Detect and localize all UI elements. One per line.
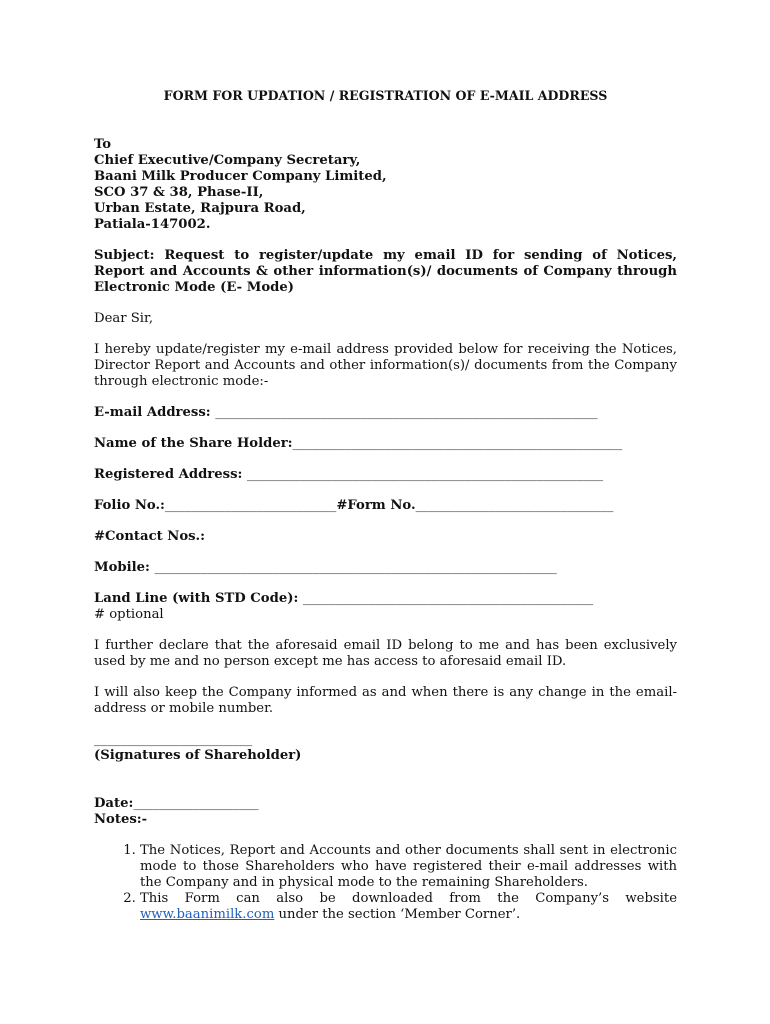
optional-note: # optional bbox=[94, 607, 164, 622]
address-line-1: Chief Executive/Company Secretary, bbox=[94, 153, 361, 168]
form-number-blank[interactable]: ______________________________ bbox=[415, 498, 614, 513]
declaration-paragraph-1: I further declare that the aforesaid email ID belong to me and has been exclusively used by me and no person except me has access to aforesaid email ID. bbox=[94, 638, 677, 669]
email-label: E-mail Address: bbox=[94, 405, 216, 420]
note-item-2-text: This Form can also be downloaded from the Company’s website bbox=[140, 891, 677, 906]
shareholder-name-field[interactable] bbox=[94, 436, 677, 452]
notes-label: Notes:- bbox=[94, 812, 148, 827]
declaration-paragraph-2: I will also keep the Company informed as and when there is any change in the email-address or mobile number. bbox=[94, 685, 677, 716]
folio-label: Folio No.: bbox=[94, 498, 165, 513]
note-item-1: 1. The Notices, Report and Accounts and other documents shall sent in electronic mode to those Shareholders who have registered their e-mail addresses with the Company and in physical mode to the remaining Shareholders. bbox=[140, 843, 677, 891]
website-link[interactable]: www.baanimilk.com bbox=[140, 907, 275, 922]
intro-paragraph: I hereby update/register my e-mail address provided below for receiving the Notices, Director Report and Accounts and other information(s)/ documents from the Company through electronic mode:- bbox=[94, 342, 677, 389]
address-line-4: Urban Estate, Rajpura Road, bbox=[94, 201, 306, 216]
address-line-2: Baani Milk Producer Company Limited, bbox=[94, 169, 387, 184]
email-blank[interactable]: __________________________________________________________ bbox=[215, 405, 598, 420]
mobile-label: Mobile: bbox=[94, 560, 155, 575]
email-field[interactable] bbox=[94, 405, 677, 421]
salutation: Dear Sir, bbox=[94, 311, 154, 326]
landline-field[interactable] bbox=[94, 591, 677, 607]
registered-address-field[interactable] bbox=[94, 467, 677, 483]
form-number-label: #Form No. bbox=[336, 498, 416, 513]
shareholder-name-blank[interactable]: __________________________________________________ bbox=[292, 436, 623, 451]
folio-form-field[interactable] bbox=[94, 498, 677, 514]
recipient-address bbox=[94, 137, 677, 233]
registered-address-blank[interactable]: ______________________________________________________ bbox=[246, 467, 604, 482]
date-field[interactable] bbox=[94, 796, 677, 812]
signature-line[interactable]: ________________________ bbox=[94, 732, 253, 747]
mobile-field[interactable] bbox=[94, 560, 677, 576]
contact-nos-label: #Contact Nos.: bbox=[94, 529, 206, 544]
date-blank[interactable]: ___________________ bbox=[133, 796, 259, 811]
note-item-2 bbox=[140, 891, 677, 923]
form-title: FORM FOR UPDATION / REGISTRATION OF E-MAIL ADDRESS bbox=[163, 88, 608, 103]
shareholder-name-label: Name of the Share Holder: bbox=[94, 436, 293, 451]
form-page bbox=[94, 88, 677, 923]
subject-line: Subject: Request to register/update my email ID for sending of Notices, Report and Accounts & other information(s)/ documents of Company through Electronic Mode (E- Mode) bbox=[94, 248, 677, 295]
date-label: Date: bbox=[94, 796, 134, 811]
folio-blank[interactable]: __________________________ bbox=[164, 498, 337, 513]
landline-label: Land Line (with STD Code): bbox=[94, 591, 303, 606]
notes-list bbox=[94, 843, 677, 923]
address-to: To bbox=[94, 137, 112, 152]
note-item-2-suffix: under the section ‘Member Corner’. bbox=[274, 907, 521, 922]
address-line-5: Patiala-147002. bbox=[94, 217, 211, 232]
address-line-3: SCO 37 & 38, Phase-II, bbox=[94, 185, 264, 200]
registered-address-label: Registered Address: bbox=[94, 467, 247, 482]
signature-label: (Signatures of Shareholder) bbox=[94, 748, 302, 763]
landline-blank[interactable]: ____________________________________________ bbox=[302, 591, 594, 606]
mobile-blank[interactable]: _____________________________________________________________ bbox=[154, 560, 557, 575]
